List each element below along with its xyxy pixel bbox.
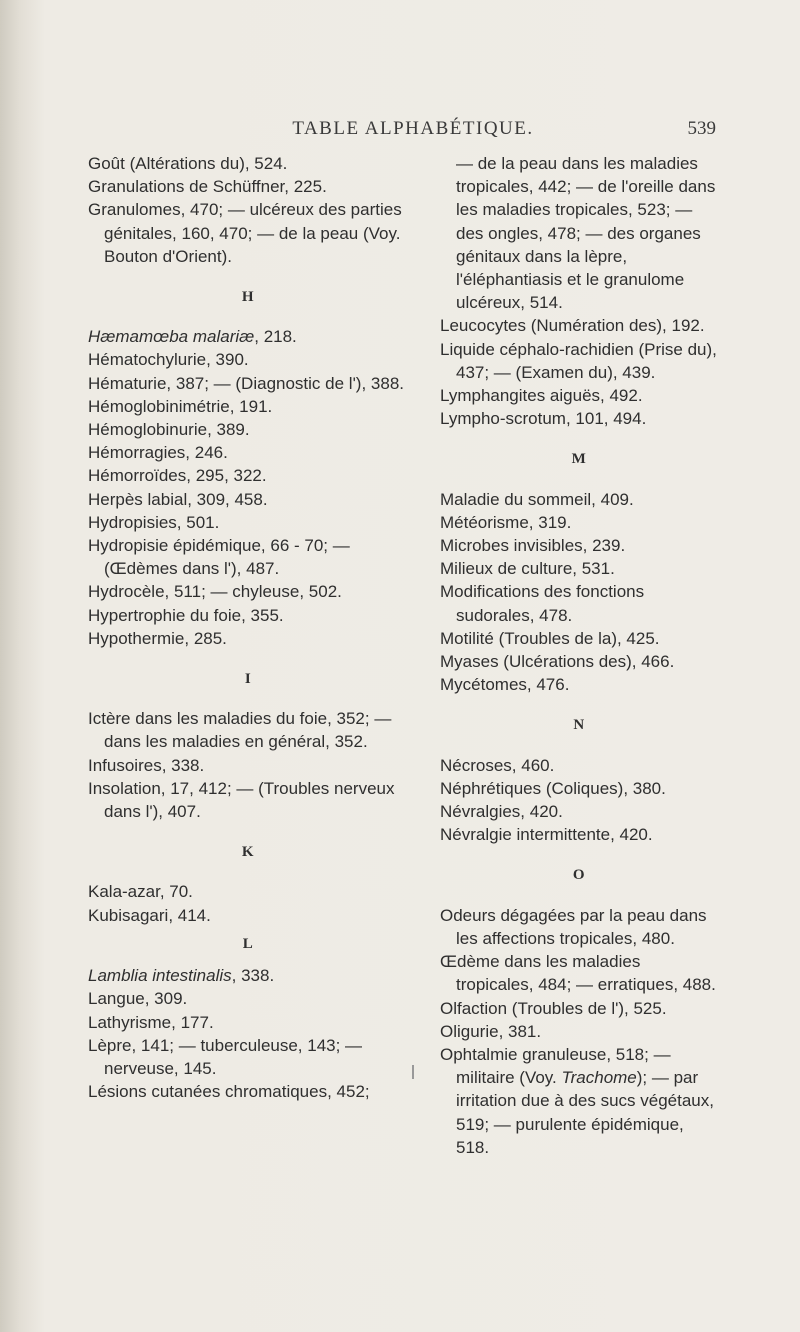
index-entry: Ictère dans les maladies du foie, 352; — dans les maladies en général, 352. bbox=[88, 709, 392, 752]
index-entry: Olfaction (Troubles de l'), 525. bbox=[440, 998, 667, 1018]
index-entry: Modifications des fonctions sudorales, 478. bbox=[440, 582, 645, 625]
index-entry: Langue, 309. bbox=[88, 989, 188, 1009]
index-entry: Motilité (Troubles de la), 425. bbox=[440, 628, 660, 648]
running-title: TABLE ALPHABÉTIQUE. bbox=[292, 118, 534, 139]
entry-text: Ophtalmie granuleuse, 518; — militaire (Voy. bbox=[440, 1044, 671, 1088]
entry-pages: , 218. bbox=[254, 327, 297, 347]
section-letter-i: I bbox=[244, 671, 252, 688]
index-entry: Infusoires, 338. bbox=[88, 755, 205, 775]
index-entry: Hémorroïdes, 295, 322. bbox=[88, 466, 267, 486]
index-entry: Maladie du sommeil, 409. bbox=[440, 489, 634, 509]
index-entry: Hémoglobinurie, 389. bbox=[88, 420, 250, 440]
index-entry: Milieux de culture, 531. bbox=[440, 559, 615, 579]
section-letter-k: K bbox=[241, 844, 255, 861]
index-entry: Lympho-scrotum, 101, 494. bbox=[440, 409, 647, 429]
index-entry: Nécroses, 460. bbox=[440, 755, 555, 775]
index-entry: Granulomes, 470; — ulcéreux des parties génitales, 160, 470; — de la peau (Voy. Bouton d'Orient). bbox=[88, 200, 402, 266]
index-entry: Mycétomes, 476. bbox=[440, 675, 570, 695]
index-entry: Lymphangites aiguës, 492. bbox=[440, 386, 643, 406]
index-entry: Hémorragies, 246. bbox=[88, 443, 228, 463]
index-entry: Hématochylurie, 390. bbox=[88, 350, 249, 370]
index-entry: Hydrocèle, 511; — chyleuse, 502. bbox=[88, 582, 342, 602]
right-column bbox=[440, 152, 718, 1159]
index-entry: Myases (Ulcérations des), 466. bbox=[440, 652, 675, 672]
index-entry: Hématurie, 387; — (Diagnostic de l'), 388. bbox=[88, 373, 405, 393]
index-entry: Lésions cutanées chromatiques, 452; bbox=[88, 1082, 370, 1102]
section-letter-o: O bbox=[572, 867, 586, 884]
print-mark bbox=[412, 1065, 414, 1079]
index-entry: Hydropisies, 501. bbox=[88, 512, 220, 532]
entry-text: ); — par irritation due à des sucs végétaux, 519; — purulente épidémique, 518. bbox=[456, 1068, 714, 1157]
section-letter-n: N bbox=[573, 717, 585, 734]
index-entry: Hypothermie, 285. bbox=[88, 628, 227, 648]
page-number: 539 bbox=[687, 118, 716, 139]
index-entry bbox=[440, 1043, 718, 1159]
index-entry: Névralgies, 420. bbox=[440, 802, 563, 822]
index-entry: Herpès labial, 309, 458. bbox=[88, 489, 268, 509]
index-entry bbox=[88, 964, 408, 987]
index-entry: Œdème dans les maladies tropicales, 484; — erratiques, 488. bbox=[440, 952, 716, 995]
index-entry bbox=[88, 325, 408, 348]
entry-pages: , 338. bbox=[231, 966, 275, 986]
index-entry: Insolation, 17, 412; — (Troubles nerveux dans l'), 407. bbox=[88, 778, 395, 822]
index-entry: Granulations de Schüffner, 225. bbox=[88, 177, 327, 197]
index-entry: Lèpre, 141; — tuberculeuse, 143; — nerveuse, 145. bbox=[88, 1035, 363, 1078]
index-entry: Kala-azar, 70. bbox=[88, 882, 193, 902]
index-entry: Liquide céphalo-rachidien (Prise du), 437; — (Examen du), 439. bbox=[440, 339, 717, 382]
index-entry-continuation: — de la peau dans les maladies tropicales, 442; — de l'oreille dans les maladies tropicales, 523; — des ongles, 478; — des organes génitaux dans la lèpre, l'éléphantiasis et le granulome ulcéreux, 514. bbox=[456, 154, 716, 313]
index-entry: Névralgie intermittente, 420. bbox=[440, 825, 653, 845]
index-entry: Kubisagari, 414. bbox=[88, 905, 211, 925]
index-entry: Odeurs dégagées par la peau dans les affections tropicales, 480. bbox=[440, 905, 707, 948]
left-column bbox=[88, 152, 408, 1103]
index-entry: Microbes invisibles, 239. bbox=[440, 536, 626, 556]
index-entry: Hydropisie épidémique, 66 - 70; — (Œdèmes dans l'), 487. bbox=[88, 536, 350, 579]
index-entry: Néphrétiques (Coliques), 380. bbox=[440, 778, 666, 798]
index-entry: Lathyrisme, 177. bbox=[88, 1012, 214, 1032]
index-entry: Leucocytes (Numération des), 192. bbox=[440, 316, 705, 336]
section-letter-m: M bbox=[571, 451, 587, 468]
italic-term: Trachome bbox=[561, 1068, 637, 1088]
index-entry: Hémoglobinimétrie, 191. bbox=[88, 396, 273, 416]
page-header bbox=[0, 118, 800, 144]
index-entry: Météorisme, 319. bbox=[440, 512, 572, 532]
section-letter-h: H bbox=[241, 289, 255, 306]
italic-term: Hæmamœba malariæ bbox=[88, 327, 255, 347]
italic-term: Lamblia intestinalis bbox=[88, 966, 232, 986]
section-letter-l: L bbox=[242, 935, 254, 952]
index-entry: Goût (Altérations du), 524. bbox=[88, 154, 288, 173]
index-entry: Oligurie, 381. bbox=[440, 1021, 542, 1041]
index-entry: Hypertrophie du foie, 355. bbox=[88, 605, 284, 625]
